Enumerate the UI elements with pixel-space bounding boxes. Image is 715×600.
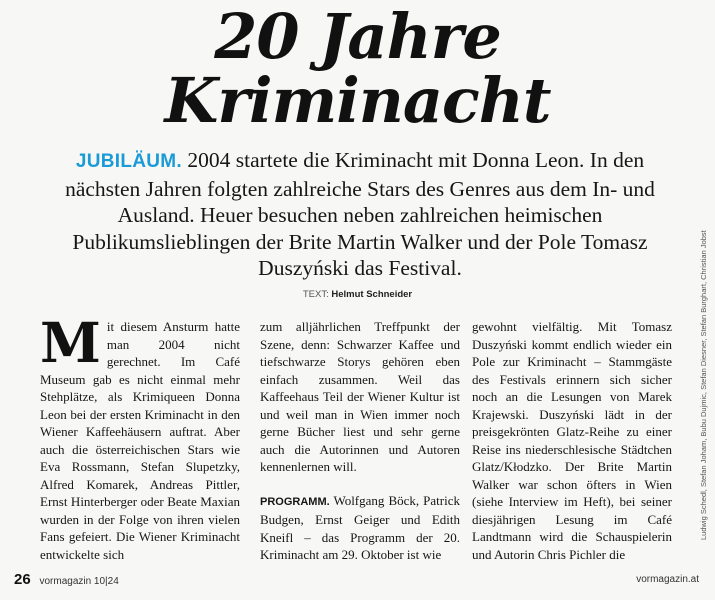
column-2-paragraph-2 xyxy=(260,492,460,564)
page-number: 26 xyxy=(14,571,31,588)
lead-kicker: JUBILÄUM. xyxy=(75,151,183,172)
program-kicker: PROGRAMM. xyxy=(260,495,330,508)
photo-credit-text: Ludwig Schedl, Stefan Joham, Bubu Dujmic, Stefan Diesner, Stefan Burghart, Christian Jobst xyxy=(699,230,708,540)
drop-cap: M xyxy=(40,310,101,375)
footer-left xyxy=(14,571,119,588)
lead-paragraph xyxy=(40,147,680,282)
column-3-text: gewohnt vielfältig. Mit Tomasz Duszyński kommt endlich wieder ein Pole zur Kriminacht – Stammgäste des Festivals erinnern sich sicher noch an die Lesungen von Marek Krajewski. Duszyński lädt in der preisgekrönten Glatz-Reihe zu einer Reise ins niederschlesische Städtchen Glatz/Kłodzko. Der Brite Martin Walker war schon öfters in Wien (siehe Interview im Heft), bei seiner diesjährigen Lesung im Café Landtmann wird die Schauspielerin und Autorin Chris Pichler die xyxy=(472,319,672,562)
column-2-text: zum alljährlichen Treffpunkt der Szene, denn: Schwarzer Kaffee und tiefschwarze Storys gehören eben einfach zusammen. Weil das Kaffeehaus Teil der Wiener Kultur ist und weil man in Wien immer noch gerne Bücher liest und sehr gerne auch die Autorinnen und Autoren kennenlernen will. xyxy=(260,319,460,474)
column-2-paragraph-2-text: Wolfgang Böck, Patrick Budgen, Ernst Geiger und Edith Kneifl – das Programm der 20. Kriminacht am 29. Oktober ist wie xyxy=(260,492,460,562)
photo-credit xyxy=(699,230,711,540)
byline-author: Helmut Schneider xyxy=(331,289,413,300)
column-1-text: it diesem Ansturm hatte man 2004 nicht gerechnet. Im Café Museum gab es nicht einmal mehr Stehplätze, als Krimiqueen Donna Leon bei der ersten Kriminacht in den Wiener Kaffeehäusern auftrat. Aber auch die österreichischen Stars wie Eva Rossmann, Stefan Slupetzky, Alfred Komarek, Andreas Pittler, Ernst Hinterberger oder Beate Maxian wurden in der Folge von ihren vielen Fans gefeiert. Die Wiener Kriminacht entwickelte sich xyxy=(40,319,240,562)
issue-label: vormagazin 10|24 xyxy=(39,576,119,587)
body-column-2 xyxy=(260,318,460,564)
footer-site: vormagazin.at xyxy=(636,574,699,585)
body-column-3 xyxy=(472,318,672,563)
headline-line-2: Kriminacht xyxy=(164,64,551,137)
byline-label: TEXT: xyxy=(302,289,329,300)
headline-line-1: 20 Jahre xyxy=(214,0,501,73)
body-column-1 xyxy=(40,310,240,563)
lead-text: 2004 startete die Kriminacht mit Donna Leon. In den nächsten Jahren folgten zahlreiche Stars des Genres aus dem In- und Ausland. Heuer besuchen neben zahlreichen heimischen Publikumslieblingen der Brite Martin Walker und der Pole Tomasz Duszyński das Festival. xyxy=(65,148,655,280)
byline xyxy=(0,289,715,300)
